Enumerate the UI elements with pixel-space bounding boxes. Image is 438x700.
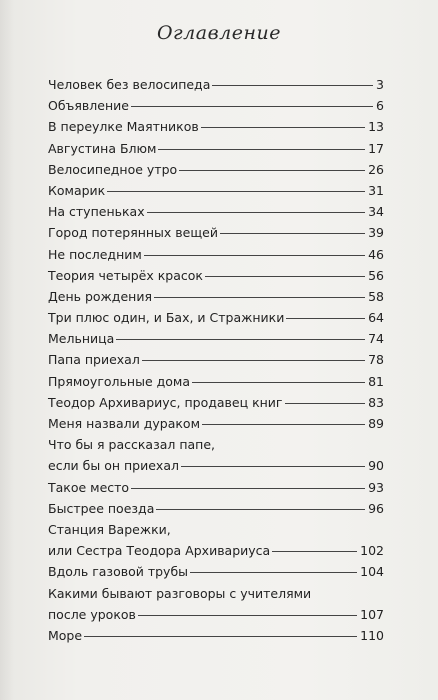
toc-entry-title: Комарик [48, 182, 106, 198]
toc-entry [48, 201, 384, 222]
toc-leader-line [272, 551, 357, 552]
toc-entry [48, 265, 384, 286]
toc-entry-title: после уроков [48, 606, 136, 622]
toc-entry-page-number: 17 [368, 140, 384, 156]
toc-entry-title: Город потерянных вещей [48, 225, 218, 241]
toc-leader-line [107, 191, 365, 192]
toc-entry [48, 498, 384, 519]
toc-leader-line [181, 466, 365, 467]
page-gutter-shadow [0, 0, 14, 700]
toc-entry-title: Теодор Архивариус, продавец книг [48, 394, 283, 410]
toc-entry-page-number: 93 [368, 479, 384, 495]
toc-leader-line [84, 636, 357, 637]
toc-entry-title: Станция Варежки, [48, 521, 171, 537]
toc-leader-line [212, 85, 373, 86]
toc-entry [48, 434, 384, 455]
toc-entry-title: или Сестра Теодора Архивариуса [48, 543, 271, 559]
toc-entry [48, 392, 384, 413]
toc-leader-line [285, 403, 366, 404]
toc-entry-title: Три плюс один, и Бах, и Стражники [48, 310, 285, 326]
toc-leader-line [190, 572, 357, 573]
toc-entry [48, 583, 384, 604]
toc-leader-line [156, 509, 365, 510]
toc-entry-title: Теория четырёх красок [48, 267, 203, 283]
toc-entry-title: Прямоугольные дома [48, 373, 190, 389]
toc-entry [48, 159, 384, 180]
toc-entry [48, 540, 384, 561]
toc-entry-title: Объявление [48, 98, 129, 114]
toc-entry-page-number: 107 [360, 606, 384, 622]
toc-entry [48, 95, 384, 116]
toc-entry-page-number: 46 [368, 246, 384, 262]
toc-entry-title: Августина Блюм [48, 140, 157, 156]
toc-entry-page-number: 3 [376, 77, 384, 92]
toc-entry-title: На ступеньках [48, 204, 145, 220]
toc-entry [48, 349, 384, 370]
toc-entry [48, 519, 384, 540]
toc-entry-page-number: 58 [368, 288, 384, 304]
toc-leader-line [142, 360, 365, 361]
toc-entry-page-number: 110 [360, 627, 384, 643]
toc-entry-page-number: 34 [368, 204, 384, 220]
toc-entry-page-number: 6 [376, 98, 384, 114]
toc-leader-line [202, 424, 365, 425]
toc-entry-page-number: 64 [368, 310, 384, 326]
toc-entry [48, 477, 384, 498]
toc-entry-page-number: 81 [368, 373, 384, 389]
toc-entry-title: Быстрее поезда [48, 500, 155, 516]
toc-leader-line [138, 615, 357, 616]
toc-entry [48, 244, 384, 265]
toc-entry-title: если бы он приехал [48, 458, 179, 474]
toc-entry [48, 286, 384, 307]
toc-entry-title: Человек без велосипеда [48, 77, 211, 92]
toc-entry-title: Что бы я рассказал папе, [48, 437, 216, 453]
toc-entry-page-number: 26 [368, 161, 384, 177]
toc-entry-title: Такое место [48, 479, 130, 495]
toc-entry-page-number: 39 [368, 225, 384, 241]
toc-entry-title: Мельница [48, 331, 115, 347]
toc-entry-page-number: 89 [368, 416, 384, 431]
toc-entry-page-number: 56 [368, 267, 384, 283]
toc-entry-title: Вдоль газовой трубы [48, 564, 189, 580]
toc-leader-line [131, 106, 373, 107]
toc-entry-title: Меня назвали дураком [48, 416, 200, 431]
toc-entry [48, 138, 384, 159]
toc-entry-page-number: 31 [368, 182, 384, 198]
toc-leader-line [205, 276, 365, 277]
toc-entry [48, 604, 384, 625]
toc-leader-line [286, 318, 365, 319]
toc-entry [48, 413, 384, 434]
toc-entry-page-number: 83 [368, 394, 384, 410]
page-title: Оглавление [156, 22, 281, 44]
toc-entry [48, 561, 384, 582]
toc-entry [48, 455, 384, 476]
toc-entry [48, 180, 384, 201]
toc-entry-title: Море [48, 627, 83, 643]
toc-entry [48, 222, 384, 243]
table-of-contents [48, 74, 384, 646]
toc-entry-page-number: 102 [360, 543, 384, 559]
toc-leader-line [154, 297, 365, 298]
toc-entry-page-number: 13 [368, 119, 384, 135]
toc-leader-line [220, 233, 365, 234]
toc-entry [48, 74, 384, 95]
toc-leader-line [116, 339, 365, 340]
toc-entry-page-number: 78 [368, 352, 384, 368]
toc-entry-title: Велосипедное утро [48, 161, 178, 177]
toc-entry [48, 625, 384, 646]
toc-entry-title: Папа приехал [48, 352, 140, 368]
toc-leader-line [192, 382, 365, 383]
toc-leader-line [147, 212, 365, 213]
toc-leader-line [144, 255, 365, 256]
toc-entry-page-number: 90 [368, 458, 384, 474]
toc-entry-title: Какими бывают разговоры с учителями [48, 585, 312, 601]
toc-entry [48, 116, 384, 137]
toc-leader-line [179, 170, 365, 171]
toc-entry-page-number: 74 [368, 331, 384, 347]
toc-entry-title: Не последним [48, 246, 142, 262]
toc-entry [48, 371, 384, 392]
bleed-through-text [384, 40, 438, 680]
toc-entry [48, 307, 384, 328]
toc-entry-title: В переулке Маятников [48, 119, 199, 135]
toc-leader-line [158, 149, 365, 150]
toc-leader-line [131, 488, 365, 489]
toc-entry-title: День рождения [48, 288, 152, 304]
toc-leader-line [201, 127, 365, 128]
toc-entry [48, 328, 384, 349]
toc-entry-page-number: 104 [360, 564, 384, 580]
toc-entry-page-number: 96 [368, 500, 384, 516]
